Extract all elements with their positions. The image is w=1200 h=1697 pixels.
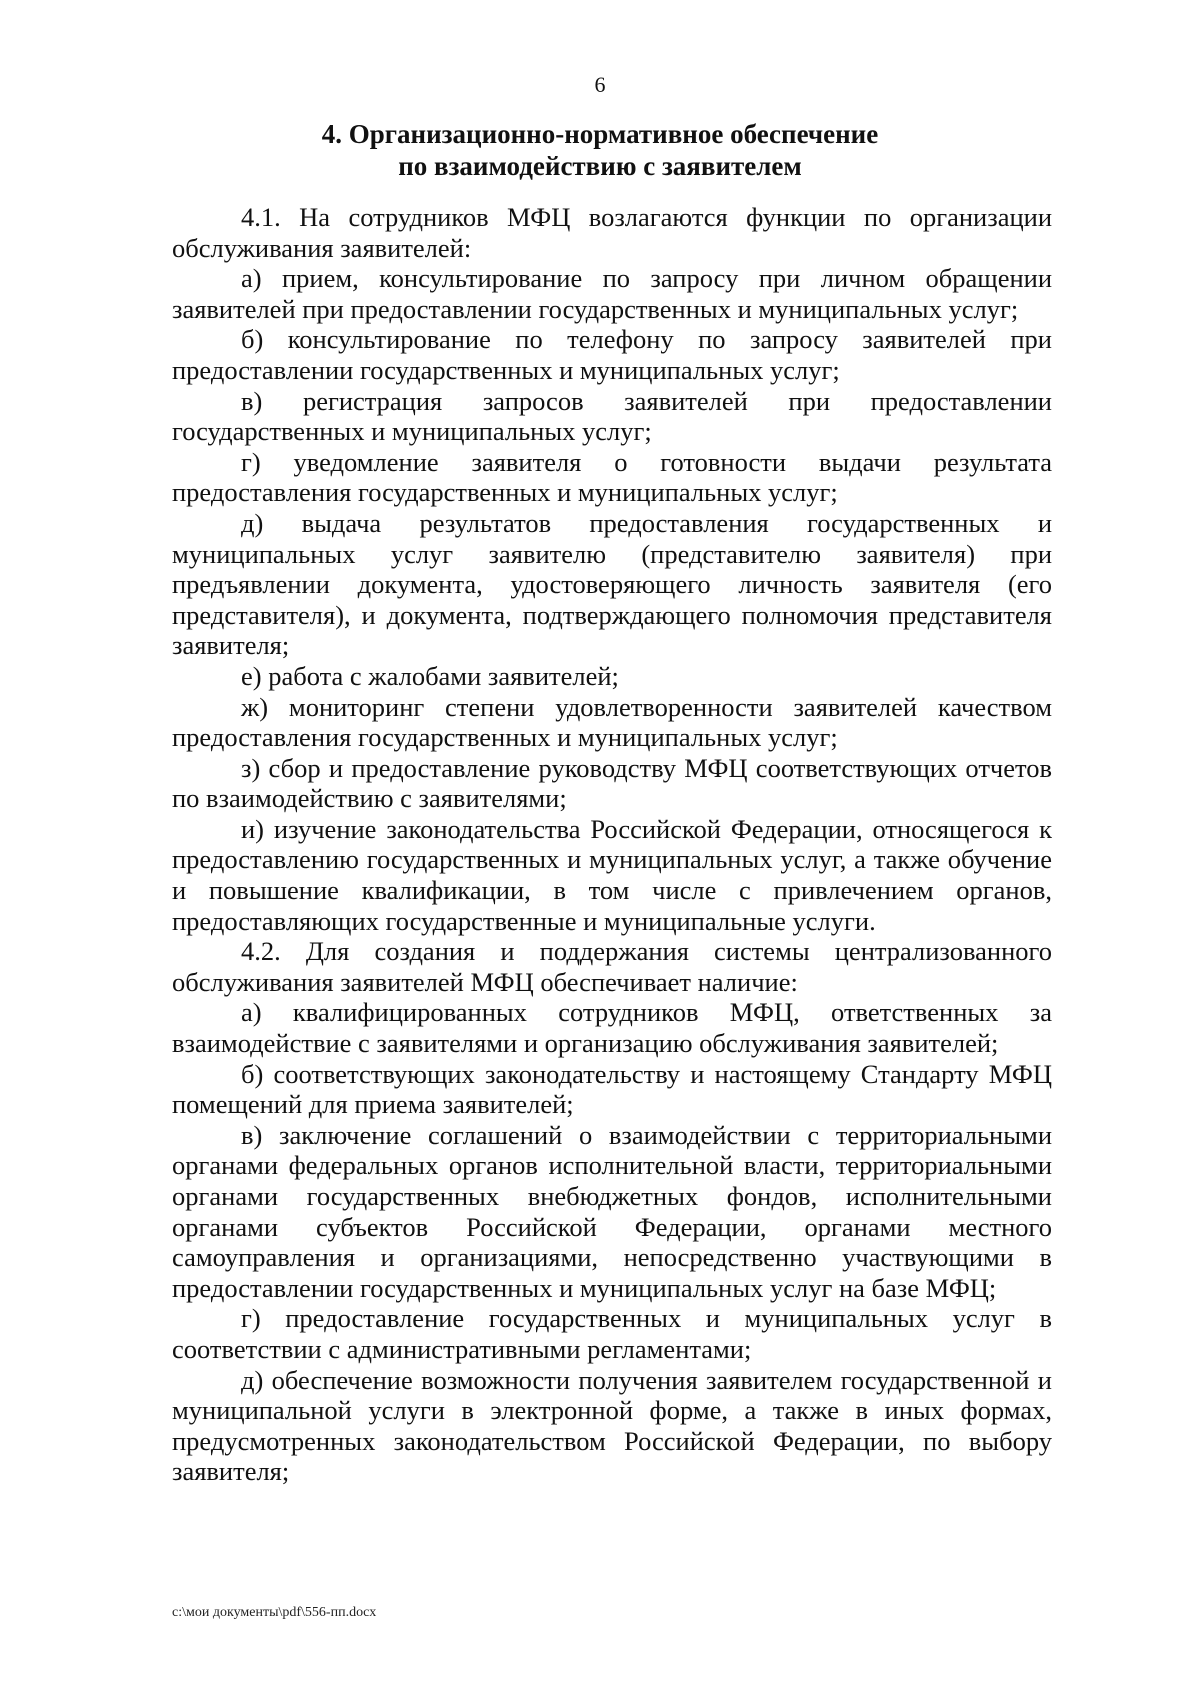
- paragraph: д) обеспечение возможности получения заявителем государственной и муниципальной услуги в электронной форме, а также в иных формах, предусмотренных законодательством Российской Федерации, по выбору заявителя;: [172, 1364, 1052, 1487]
- paragraph: 4.2. Для создания и поддержания системы централизованного обслуживания заявителей МФЦ обеспечивает наличие:: [172, 936, 1052, 997]
- paragraph: б) соответствующих законодательству и настоящему Стандарту МФЦ помещений для приема заявителей;: [172, 1058, 1052, 1120]
- section-heading-line-1: 4. Организационно-нормативное обеспечение: [321, 119, 879, 149]
- section-heading: [160, 118, 1040, 182]
- paragraph: 4.1. На сотрудников МФЦ возлагаются функции по организации обслуживания заявителей:: [172, 202, 1052, 263]
- paragraph: а) прием, консультирование по запросу при личном обращении заявителей при предоставлении государственных и муниципальных услуг;: [172, 263, 1052, 324]
- document-body: [172, 202, 1052, 1487]
- paragraph: д) выдача результатов предоставления государственных и муниципальных услуг заявителю (представителю заявителя) при предъявлении документа, удостоверяющего личность заявителя (его представителя), и документа, подтверждающего полномочия представителя заявителя;: [172, 507, 1052, 661]
- paragraph: г) уведомление заявителя о готовности выдачи результата предоставления государственных и муниципальных услуг;: [172, 446, 1052, 508]
- paragraph: ж) мониторинг степени удовлетворенности заявителей качеством предоставления государственных и муниципальных услуг;: [172, 691, 1052, 753]
- section-heading-line-2: по взаимодействию с заявителем: [398, 151, 802, 181]
- paragraph: е) работа с жалобами заявителей;: [241, 660, 619, 691]
- paragraph: и) изучение законодательства Российской Федерации, относящегося к предоставлению государственных и муниципальных услуг, а также обучение и повышение квалификации, в том числе с привлечением органов, предоставляющих государственные и муниципальные услуги.: [172, 813, 1052, 936]
- paragraph: в) заключение соглашений о взаимодействии с территориальными органами федеральных органов исполнительной власти, территориальными органами государственных внебюджетных фондов, исполнительными органами субъектов Российской Федерации, органами местного самоуправления и организациями, непосредственно участвующими в предоставлении государственных и муниципальных услуг на базе МФЦ;: [172, 1119, 1052, 1303]
- paragraph: г) предоставление государственных и муниципальных услуг в соответствии с административными регламентами;: [172, 1303, 1052, 1364]
- paragraph: а) квалифицированных сотрудников МФЦ, ответственных за взаимодействие с заявителями и организацию обслуживания заявителей;: [172, 997, 1052, 1059]
- paragraph: з) сбор и предоставление руководству МФЦ соответствующих отчетов по взаимодействию с заявителями;: [172, 752, 1052, 814]
- page-number: 6: [594, 72, 606, 97]
- footer-file-path: c:\мои документы\pdf\556-пп.docx: [172, 1605, 377, 1620]
- paragraph: б) консультирование по телефону по запросу заявителей при предоставлении государственных и муниципальных услуг;: [172, 324, 1052, 385]
- paragraph: в) регистрация запросов заявителей при предоставлении государственных и муниципальных услуг;: [172, 385, 1052, 447]
